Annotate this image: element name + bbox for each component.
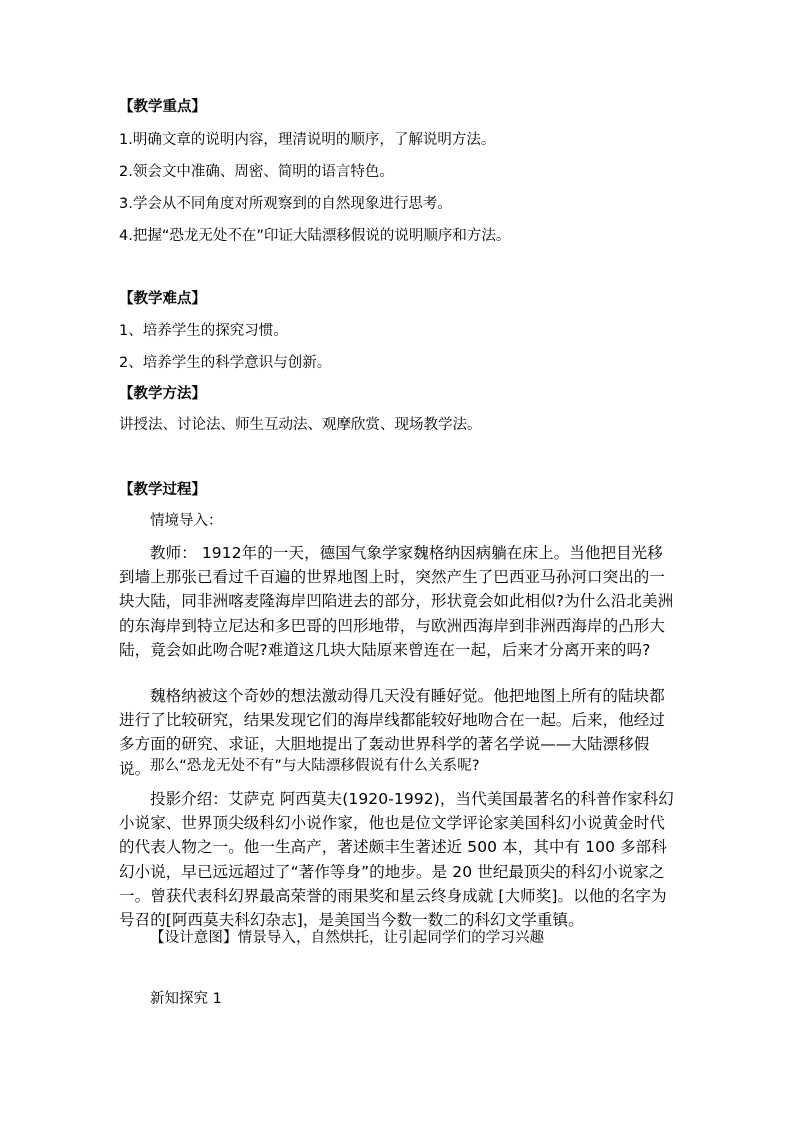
difficulty-2: 2、培养学生的科学意识与创新。 xyxy=(119,355,332,371)
design-intent: 【设计意图】情景导入，自然烘托，让引起同学们的学习兴趣 xyxy=(150,930,545,946)
paragraph-asimov: 投影介绍：艾萨克 阿西莫夫(1920-1992)，当代美国最著名的科普作家科幻小说家、世界顶尖级科幻小说作家，他也是位文学评论家美国科幻小说黄金时代的代表人物之一。他一生高产，著述颇丰生著述近 500 本，其中有 100 多部科幻小说，早已远远超过了“著作等身”的地步。是 20 世纪最顶尖的科幻小说家之一。曾获代表科幻界最高荣誉的雨果奖和星云终身成就 [大师奖]。以他的名字为号召的[阿西莫夫科幻杂志]，是美国当今数一数二的科幻文学重镇。 xyxy=(119,790,674,930)
new-knowledge-label: 新知探究 1 xyxy=(150,991,222,1007)
key-point-4: 4.把握“恐龙无处不在”印证大陆漂移假说的说明顺序和方法。 xyxy=(119,228,511,244)
process-heading: 【教学过程】 xyxy=(119,482,206,498)
intro-label: 情境导入： xyxy=(150,513,223,529)
key-point-1: 1.明确文章的说明内容，理清说明的顺序，了解说明方法。 xyxy=(119,132,496,148)
methods-heading: 【教学方法】 xyxy=(119,386,206,402)
difficulties-heading: 【教学难点】 xyxy=(119,291,206,307)
paragraph-question: 那么“恐龙无处不有”与大陆漂移假说有什么关系呢? xyxy=(150,758,480,774)
difficulty-1: 1、培养学生的探究习惯。 xyxy=(119,323,288,339)
key-point-3: 3.学会从不同角度对所观察到的自然现象进行思考。 xyxy=(119,196,452,212)
key-point-2: 2.领会文中准确、周密、简明的语言特色。 xyxy=(119,164,394,180)
paragraph-teacher: 教师： 1912年的一天，德国气象学家魏格纳因病躺在床上。当他把目光移到墙上那张已看过千百遍的世界地图上时，突然产生了巴西亚马孙河口突出的一块大陆，同非洲喀麦隆海岸凹陷进去的部分，形状竟会如此相似?为什么沿北美洲的东海岸到特立尼达和多巴哥的凹形地带，与欧洲西海岸到非洲西海岸的凸形大陆，竟会如此吻合呢?难道这几块大陆原来曾连在一起，后来才分离开来的吗? xyxy=(119,544,674,659)
key-points-heading: 【教学重点】 xyxy=(119,99,206,115)
methods-text: 讲授法、讨论法、师生互动法、观摩欣赏、现场教学法。 xyxy=(119,417,482,433)
paragraph-wegener: 魏格纳被这个奇妙的想法激动得几天没有睡好觉。他把地图上所有的陆块都进行了比较研究，结果发现它们的海岸线都能较好地吻合在一起。后来，他经过多方面的研究、求证，大胆地提出了轰动世界科学的著名学说——大陆漂移假说。 xyxy=(119,687,666,778)
